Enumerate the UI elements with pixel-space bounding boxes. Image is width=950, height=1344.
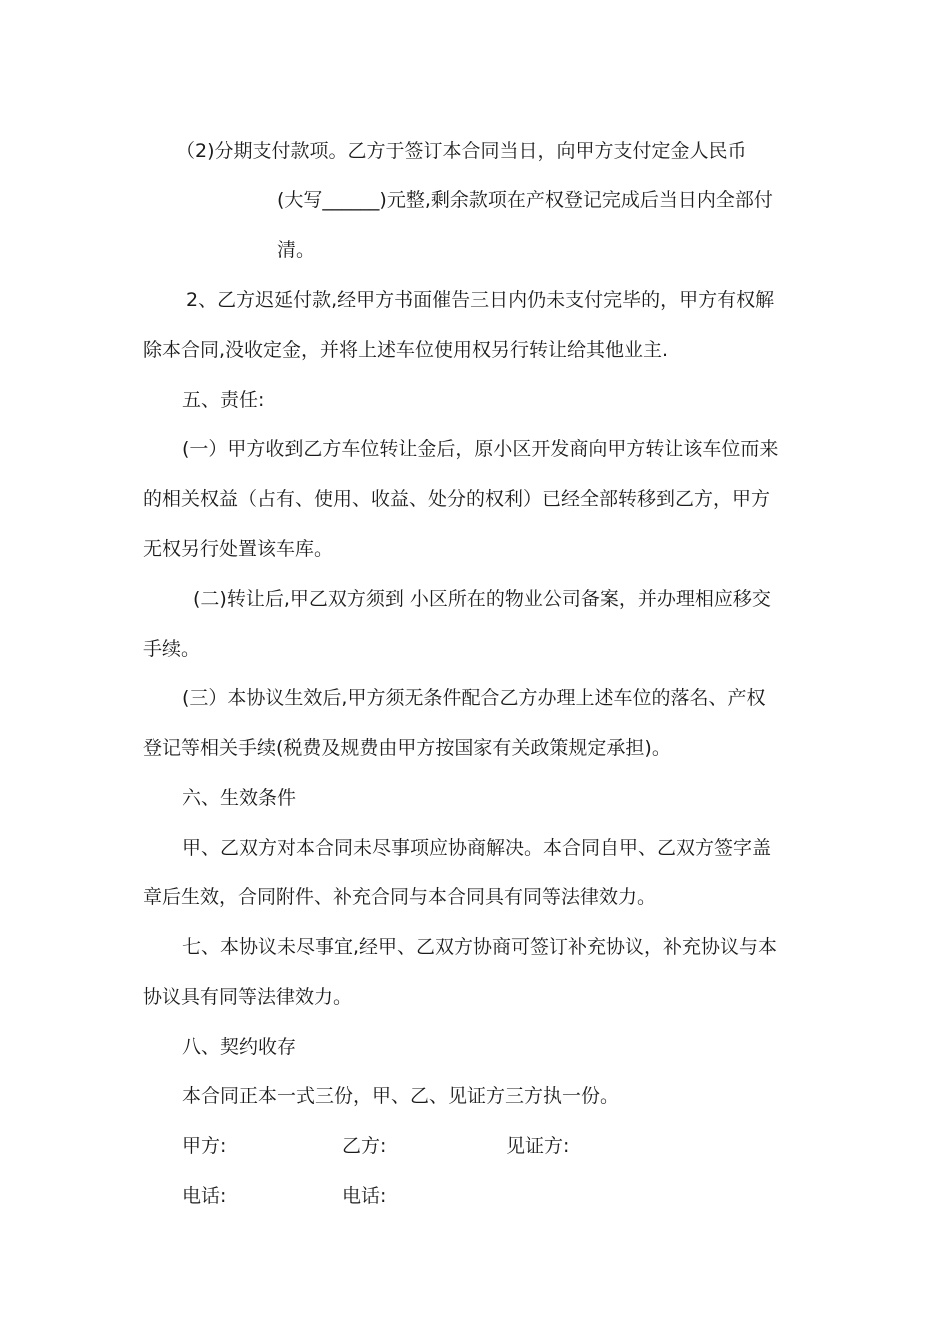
section-7-line-1: 七、本协议未尽事宜,经甲、乙双方协商可签订补充协议，补充协议与本	[182, 936, 778, 958]
clause-5-2-line-2: 手续。	[143, 638, 201, 660]
section-6-body-line-2: 章后生效，合同附件、补充合同与本合同具有同等法律效力。	[143, 886, 657, 908]
clause-4-2b-line-1: 2、乙方迟延付款,经甲方书面催告三日内仍未支付完毕的，甲方有权解	[186, 289, 775, 311]
party-a-label: 甲方:	[182, 1135, 227, 1157]
section-6-body-line-1: 甲、乙双方对本合同未尽事项应协商解决。本合同自甲、乙双方签字盖	[182, 837, 772, 859]
clause-5-1-line-3: 无权另行处置该车库。	[143, 538, 334, 560]
section-5-heading: 五、责任:	[182, 389, 265, 411]
clause-4-2-line-2: (大写______)元整,剩余款项在产权登记完成后当日内全部付	[277, 189, 773, 211]
section-7-line-2: 协议具有同等法律效力。	[143, 986, 353, 1008]
party-b-label: 乙方:	[342, 1135, 387, 1157]
section-8-body: 本合同正本一式三份，甲、乙、见证方三方执一份。	[182, 1085, 620, 1107]
party-b-phone-label: 电话:	[342, 1185, 387, 1207]
clause-4-2b-line-2: 除本合同,没收定金，并将上述车位使用权另行转让给其他业主.	[143, 339, 669, 361]
clause-4-2-line-1: （2)分期支付款项。乙方于签订本合同当日，向甲方支付定金人民币	[176, 140, 747, 162]
clause-4-2-line-3: 清。	[277, 239, 316, 261]
section-6-heading: 六、生效条件	[182, 787, 297, 809]
clause-5-3-line-2: 登记等相关手续(税费及规费由甲方按国家有关政策规定承担)。	[143, 737, 671, 759]
clause-5-2-line-1: (二)转让后,甲乙双方须到 小区所在的物业公司备案，并办理相应移交	[193, 588, 771, 610]
phone-row	[182, 1182, 782, 1210]
party-a-phone-label: 电话:	[182, 1185, 227, 1207]
clause-5-3-line-1: (三）本协议生效后,甲方须无条件配合乙方办理上述车位的落名、产权	[182, 687, 766, 709]
witness-label: 见证方:	[506, 1135, 570, 1157]
clause-5-1-line-1: (一）甲方收到乙方车位转让金后，原小区开发商向甲方转让该车位而来	[182, 438, 779, 460]
signature-row	[182, 1132, 782, 1160]
section-8-heading: 八、契约收存	[182, 1036, 297, 1058]
clause-5-1-line-2: 的相关权益（占有、使用、收益、处分的权利）已经全部转移到乙方，甲方	[143, 488, 771, 510]
